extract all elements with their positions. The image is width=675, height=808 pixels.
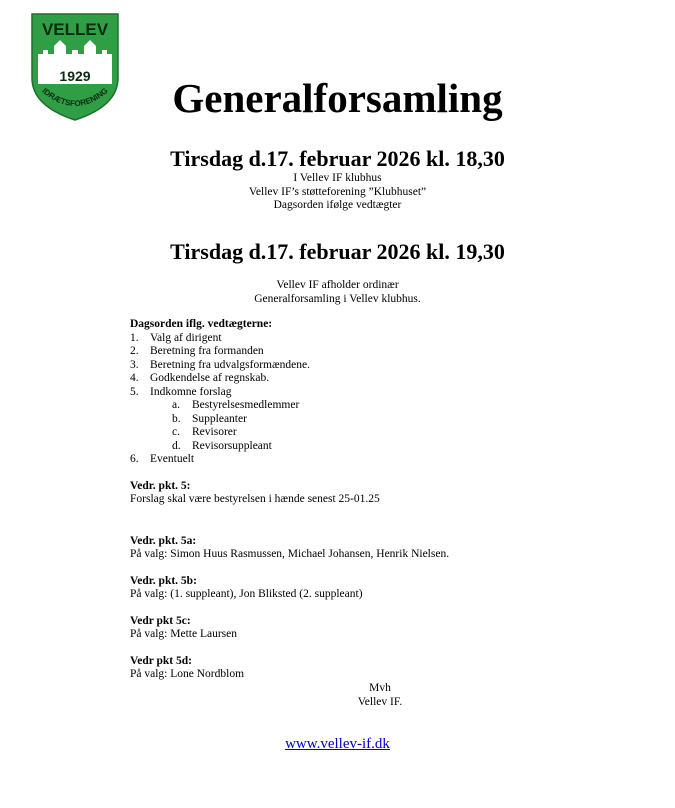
note-heading: Vedr. pkt. 5: [130,479,191,492]
note-pkt5b [130,575,610,602]
note-heading: Vedr. pkt. 5a: [130,534,197,547]
note-text: Forslag skal være bestyrelsen i hænde senest 25-01.25 [130,493,380,505]
note-text: På valg: Simon Huus Rasmussen, Michael Johansen, Henrik Nielsen. [130,548,450,560]
website-link[interactable]: www.vellev-if.dk [285,736,390,752]
sub-list-item: b. Suppleanter [172,412,247,425]
meeting2-details [0,279,675,306]
sub-list-item: d. Revisorsuppleant [172,439,272,452]
meeting1-details [0,172,675,213]
note-text: På valg: Lone Nordblom [130,668,245,680]
logo-year: 1929 [59,68,91,84]
agenda-list [130,332,610,400]
sub-list-item: a. Bestyrelsesmedlemmer [172,399,300,411]
note-pkt5d [130,655,610,682]
meeting1-heading: Tirsdag d.17. februar 2026 kl. 18,30 [170,146,505,171]
sub-list-item: c. Revisorer [172,426,237,438]
signoff [330,682,430,709]
list-item: 1. Valg af dirigent [130,331,222,344]
signoff-name: Vellev IF. [357,695,403,708]
agenda-list-end [130,453,610,467]
meeting1-line: Dagsorden ifølge vedtægter [273,199,402,211]
list-item: 4. Godkendelse af regnskab. [130,372,270,384]
note-heading: Vedr pkt 5c: [130,614,191,627]
note-text: På valg: Mette Laursen [130,628,237,640]
note-pkt5a [130,535,610,562]
agenda-section [130,318,610,682]
website-footer [0,736,675,753]
list-item: 6. Eventuelt [130,453,195,465]
meeting2-line: Generalforsamling i Vellev klubhus. [254,292,421,305]
meeting2-heading: Tirsdag d.17. februar 2026 kl. 19,30 [170,239,505,264]
agenda-sublist [130,399,610,453]
meeting1-line: I Vellev IF klubhus [293,172,382,184]
agenda-heading: Dagsorden iflg. vedtægterne: [130,318,273,330]
list-item: 5. Indkomne forslag [130,385,232,398]
note-heading: Vedr. pkt. 5b: [130,574,197,587]
meeting1-line: Vellev IF’s støtteforening ”Klubhuset” [248,185,427,198]
list-item: 2. Beretning fra formanden [130,345,264,357]
page-title: Generalforsamling [172,75,503,121]
list-item: 3. Beretning fra udvalgsformændene. [130,358,310,371]
signoff-greeting: Mvh [369,682,391,694]
note-pkt5c [130,615,610,642]
note-pkt5 [130,480,610,507]
note-heading: Vedr pkt 5d: [130,654,192,667]
logo-subtitle: IDRÆTSFORENING [40,86,110,109]
logo-name: VELLEV [41,20,109,39]
note-text: På valg: (1. suppleant), Jon Bliksted (2. suppleant) [130,588,363,600]
meeting2-line: Vellev IF afholder ordinær [276,279,399,291]
